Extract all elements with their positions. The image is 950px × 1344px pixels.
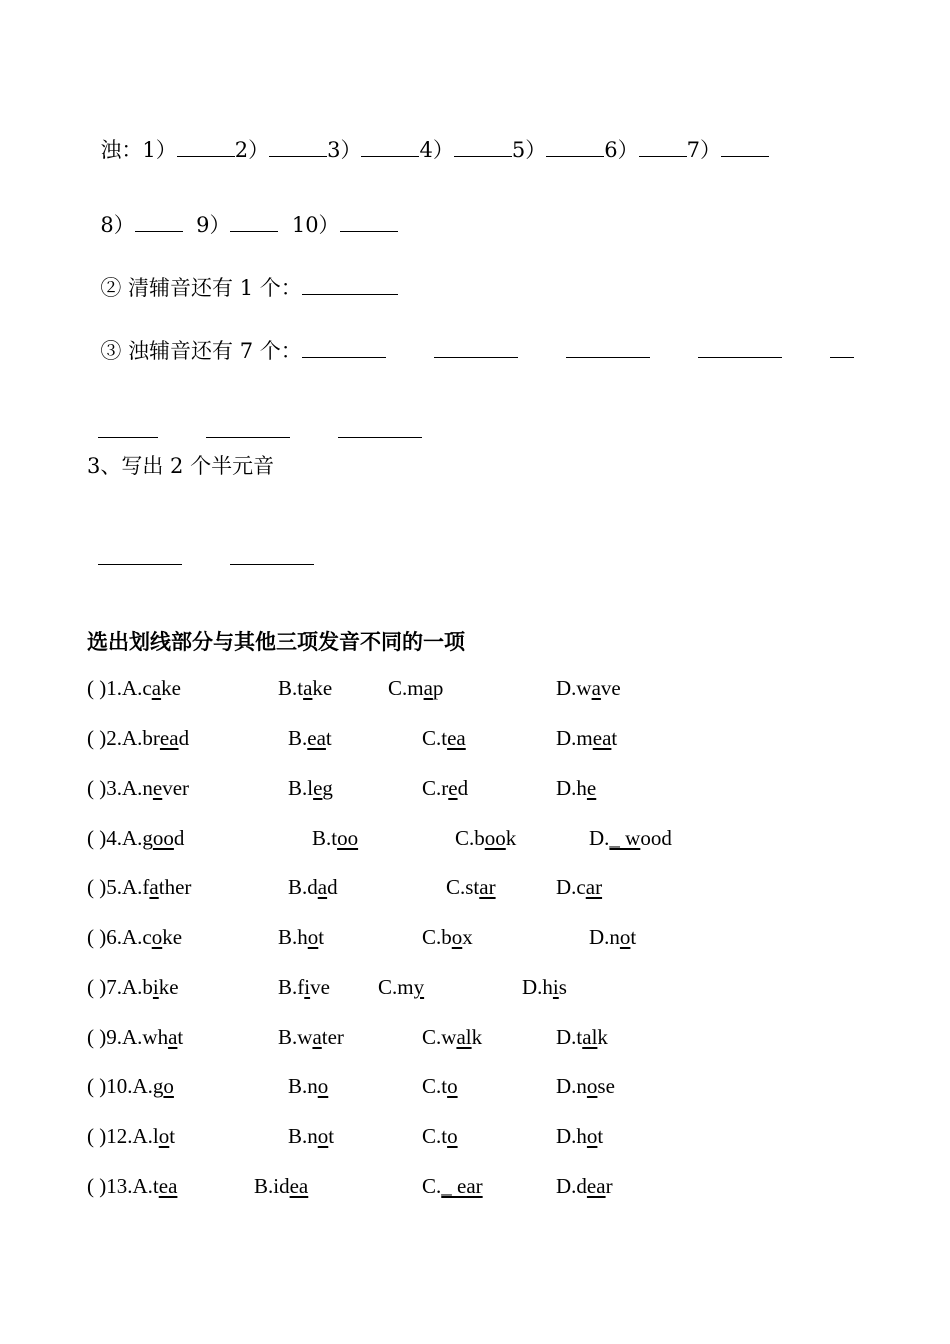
option-b: B.take xyxy=(278,676,333,700)
option-b: B.idea xyxy=(254,1174,309,1198)
option-b: B.water xyxy=(278,1025,344,1049)
voiceless-more-label: ② 清辅音还有 1 个： xyxy=(100,276,302,300)
voiced-more-label: ③ 浊辅音还有 7 个： xyxy=(100,339,302,363)
option-d: D.he xyxy=(556,776,597,800)
option-d: D.his xyxy=(522,975,567,999)
option-c: C.my xyxy=(378,975,425,999)
option-b: B.leg xyxy=(288,776,333,800)
answer-blank[interactable] xyxy=(721,138,769,157)
option-b: B.dad xyxy=(288,875,338,899)
option-a: ( )7.A.bike xyxy=(87,975,179,999)
option-c: C.to xyxy=(422,1124,458,1148)
option-c: C._ ear xyxy=(422,1174,483,1198)
option-c: C.walk xyxy=(422,1025,483,1049)
option-d: D.meat xyxy=(556,726,618,750)
voiced-label: 浊： xyxy=(100,138,143,162)
answer-blank[interactable] xyxy=(98,419,158,438)
option-d: D.not xyxy=(589,925,637,949)
option-c: C.map xyxy=(388,676,444,700)
option-a: ( )9.A.what xyxy=(87,1025,184,1049)
voiced-row-2 xyxy=(87,185,398,239)
answer-blank[interactable] xyxy=(177,138,235,157)
blank-number: 3） xyxy=(327,138,362,162)
answer-blank[interactable] xyxy=(454,138,512,157)
option-a: ( )4.A.good xyxy=(87,826,185,850)
blank-number: 5） xyxy=(511,138,547,162)
semivowel-blanks xyxy=(87,521,314,571)
answer-blank[interactable] xyxy=(340,213,398,232)
voiced-more-row-cont xyxy=(87,394,422,444)
option-b: B.no xyxy=(288,1074,329,1098)
blank-number: 9） xyxy=(196,213,231,237)
question-row xyxy=(0,1174,950,1204)
option-c: C.red xyxy=(422,776,469,800)
option-d: D.wave xyxy=(556,676,621,700)
question-row xyxy=(0,975,950,1005)
question-row xyxy=(0,875,950,905)
option-b: B.eat xyxy=(288,726,332,750)
option-a: ( )3.A.never xyxy=(87,776,190,800)
blank-number: 7） xyxy=(686,138,721,162)
option-b: B.five xyxy=(278,975,330,999)
voiced-more-row xyxy=(87,311,854,365)
answer-blank[interactable] xyxy=(269,138,327,157)
option-a: ( )1.A.cake xyxy=(87,676,181,700)
option-c: C.box xyxy=(422,925,473,949)
blank-number: 6） xyxy=(604,138,639,162)
option-d: D.nose xyxy=(556,1074,615,1098)
option-d: D.hot xyxy=(556,1124,604,1148)
option-d: D.dear xyxy=(556,1174,613,1198)
question-row xyxy=(0,726,950,756)
blank-number: 2） xyxy=(234,138,270,162)
question-row xyxy=(0,826,950,856)
answer-blank[interactable] xyxy=(230,213,278,232)
answer-blank[interactable] xyxy=(546,138,604,157)
option-c: C.tea xyxy=(422,726,466,750)
answer-blank[interactable] xyxy=(361,138,419,157)
option-a: ( )12.A.lot xyxy=(87,1124,176,1148)
answer-blank[interactable] xyxy=(98,546,182,565)
section-heading: 选出划线部分与其他三项发音不同的一项 xyxy=(87,630,465,654)
answer-blank[interactable] xyxy=(206,419,290,438)
blank-number: 4） xyxy=(419,138,454,162)
answer-blank[interactable] xyxy=(135,213,183,232)
option-d: D.talk xyxy=(556,1025,608,1049)
answer-blank[interactable] xyxy=(639,138,687,157)
option-d: D.car xyxy=(556,875,603,899)
option-a: ( )10.A.go xyxy=(87,1074,174,1098)
answer-blank[interactable] xyxy=(566,339,650,358)
option-a: ( )2.A.bread xyxy=(87,726,190,750)
question-row xyxy=(0,676,950,706)
question-row xyxy=(0,925,950,955)
answer-blank[interactable] xyxy=(230,546,314,565)
answer-blank[interactable] xyxy=(302,276,398,295)
option-c: C.to xyxy=(422,1074,458,1098)
question-row xyxy=(0,1124,950,1154)
option-b: B.not xyxy=(288,1124,335,1148)
option-a: ( )5.A.father xyxy=(87,875,192,899)
answer-blank[interactable] xyxy=(434,339,518,358)
question-row xyxy=(0,1025,950,1055)
voiceless-more-row xyxy=(87,248,398,302)
part3-title: 3、写出 2 个半元音 xyxy=(87,454,275,478)
question-row xyxy=(0,1074,950,1104)
answer-blank[interactable] xyxy=(698,339,782,358)
answer-blank[interactable] xyxy=(302,339,386,358)
answer-blank[interactable] xyxy=(830,339,854,358)
option-c: C.star xyxy=(446,875,496,899)
blank-number: 1） xyxy=(142,138,177,162)
blank-number: 8） xyxy=(100,213,135,237)
question-row xyxy=(0,776,950,806)
option-b: B.too xyxy=(312,826,359,850)
blank-number: 10） xyxy=(291,213,340,237)
option-c: C.book xyxy=(455,826,517,850)
option-a: ( )13.A.tea xyxy=(87,1174,178,1198)
option-d: D._ wood xyxy=(589,826,672,850)
voiced-row-1 xyxy=(87,110,769,164)
answer-blank[interactable] xyxy=(338,419,422,438)
option-a: ( )6.A.coke xyxy=(87,925,183,949)
option-b: B.hot xyxy=(278,925,325,949)
